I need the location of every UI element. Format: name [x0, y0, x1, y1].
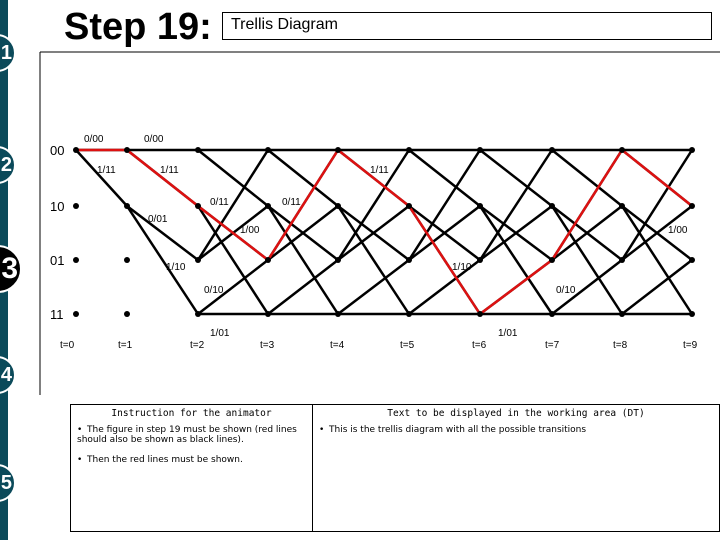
trellis-edge [622, 206, 692, 314]
state-node [689, 147, 695, 153]
time-label-7: t=7 [545, 340, 560, 351]
subtitle: Trellis Diagram [231, 16, 338, 33]
trellis-edge [198, 150, 268, 260]
state-node [124, 311, 130, 317]
step-indicator-4[interactable]: 4 [0, 356, 16, 394]
state-label-01: 01 [50, 253, 65, 268]
time-label-2: t=2 [190, 340, 205, 351]
branch-label: 1/10 [452, 262, 472, 273]
state-node [619, 203, 625, 209]
branch-label: 0/10 [204, 285, 224, 296]
trellis-edge [622, 260, 692, 314]
branch-label: 1/11 [97, 165, 116, 176]
state-node [406, 203, 412, 209]
time-label-5: t=5 [400, 340, 415, 351]
state-node [689, 203, 695, 209]
branch-label: 0/11 [210, 197, 229, 208]
state-node [124, 203, 130, 209]
highlighted-path-edge [552, 150, 622, 260]
time-label-6: t=6 [472, 340, 487, 351]
highlighted-path-edge [338, 150, 409, 206]
animator-panel-header: Instruction for the animator [111, 408, 272, 419]
trellis-edge [198, 150, 268, 206]
state-node [477, 147, 483, 153]
trellis-edge [409, 150, 480, 206]
branch-label: 1/11 [160, 165, 179, 176]
state-node [265, 147, 271, 153]
trellis-edge [409, 150, 480, 260]
branch-label: 0/10 [556, 285, 576, 296]
trellis-edge [552, 206, 622, 314]
state-node [689, 257, 695, 263]
trellis-edge [198, 206, 268, 314]
branch-label: 1/11 [370, 165, 389, 176]
animator-instruction-item: The figure in step 19 must be shown (red lines should also be shown as black lines). [77, 425, 297, 445]
state-node [195, 257, 201, 263]
animator-instruction-panel [70, 404, 312, 532]
state-node [477, 203, 483, 209]
page-title: Step 19: [64, 6, 212, 48]
trellis-edge [480, 150, 552, 260]
state-node [406, 311, 412, 317]
state-node [549, 203, 555, 209]
state-node [124, 257, 130, 263]
display-text-item: This is the trellis diagram with all the possible transitions [329, 425, 587, 435]
state-node [406, 147, 412, 153]
display-panel-header: Text to be displayed in the working area (DT) [387, 408, 645, 419]
state-node [195, 311, 201, 317]
trellis-edge [480, 206, 552, 314]
trellis-edge [480, 150, 552, 206]
state-node [335, 203, 341, 209]
time-label-3: t=3 [260, 340, 275, 351]
state-node [619, 311, 625, 317]
state-node [124, 147, 130, 153]
display-panel-body: • This is the trellis diagram with all the possible transitions [319, 425, 587, 435]
state-label-00: 00 [50, 143, 65, 158]
time-label-8: t=8 [613, 340, 628, 351]
step-indicator-1[interactable]: 1 [0, 34, 16, 72]
time-label-9: t=9 [683, 340, 698, 351]
branch-label: 1/10 [166, 262, 186, 273]
state-node [477, 311, 483, 317]
branch-label: 1/01 [210, 328, 230, 339]
time-label-0: t=0 [60, 340, 75, 351]
highlighted-path-edge [480, 260, 552, 314]
state-node [73, 147, 79, 153]
state-node [549, 257, 555, 263]
branch-label: 0/00 [84, 134, 104, 145]
trellis-edge [552, 150, 622, 206]
state-node [619, 257, 625, 263]
branch-label: 1/01 [498, 328, 518, 339]
animator-instruction-item: Then the red lines must be shown. [87, 455, 243, 465]
state-node [195, 147, 201, 153]
trellis-edge [622, 150, 692, 260]
state-node [549, 147, 555, 153]
trellis-edge [76, 150, 127, 206]
trellis-edge [268, 150, 338, 206]
branch-label: 0/00 [144, 134, 164, 145]
state-node [195, 203, 201, 209]
state-label-11: 11 [50, 307, 64, 322]
state-node [406, 257, 412, 263]
branch-label: 1/00 [240, 225, 260, 236]
branch-label: 1/00 [668, 225, 688, 236]
step-indicator-5[interactable]: 5 [0, 464, 16, 502]
highlighted-path-edge [268, 150, 338, 260]
highlighted-path-edge [409, 206, 480, 314]
state-node [619, 147, 625, 153]
state-node [265, 203, 271, 209]
state-node [335, 311, 341, 317]
trellis-edge [338, 260, 409, 314]
state-node [549, 311, 555, 317]
state-node [73, 311, 79, 317]
display-text-panel [312, 404, 720, 532]
state-node [335, 147, 341, 153]
state-label-10: 10 [50, 199, 65, 214]
state-node [73, 257, 79, 263]
state-node [265, 311, 271, 317]
highlighted-path-edge [622, 150, 692, 206]
time-label-4: t=4 [330, 340, 345, 351]
trellis-edge [338, 206, 409, 314]
step-indicator-2[interactable]: 2 [0, 146, 16, 184]
state-node [689, 311, 695, 317]
trellis-edge [268, 260, 338, 314]
branch-label: 0/01 [148, 214, 168, 225]
step-indicator-3[interactable]: 3 [0, 245, 22, 293]
highlighted-path-edge [127, 150, 198, 206]
animator-panel-body: • The figure in step 19 must be shown (red lines should also be shown as black lines). • Then the red lines must be shown. [77, 425, 297, 465]
branch-label: 0/11 [282, 197, 301, 208]
state-node [477, 257, 483, 263]
trellis-edge [268, 206, 338, 314]
state-node [265, 257, 271, 263]
state-node [335, 257, 341, 263]
time-label-1: t=1 [118, 340, 133, 351]
state-node [73, 203, 79, 209]
